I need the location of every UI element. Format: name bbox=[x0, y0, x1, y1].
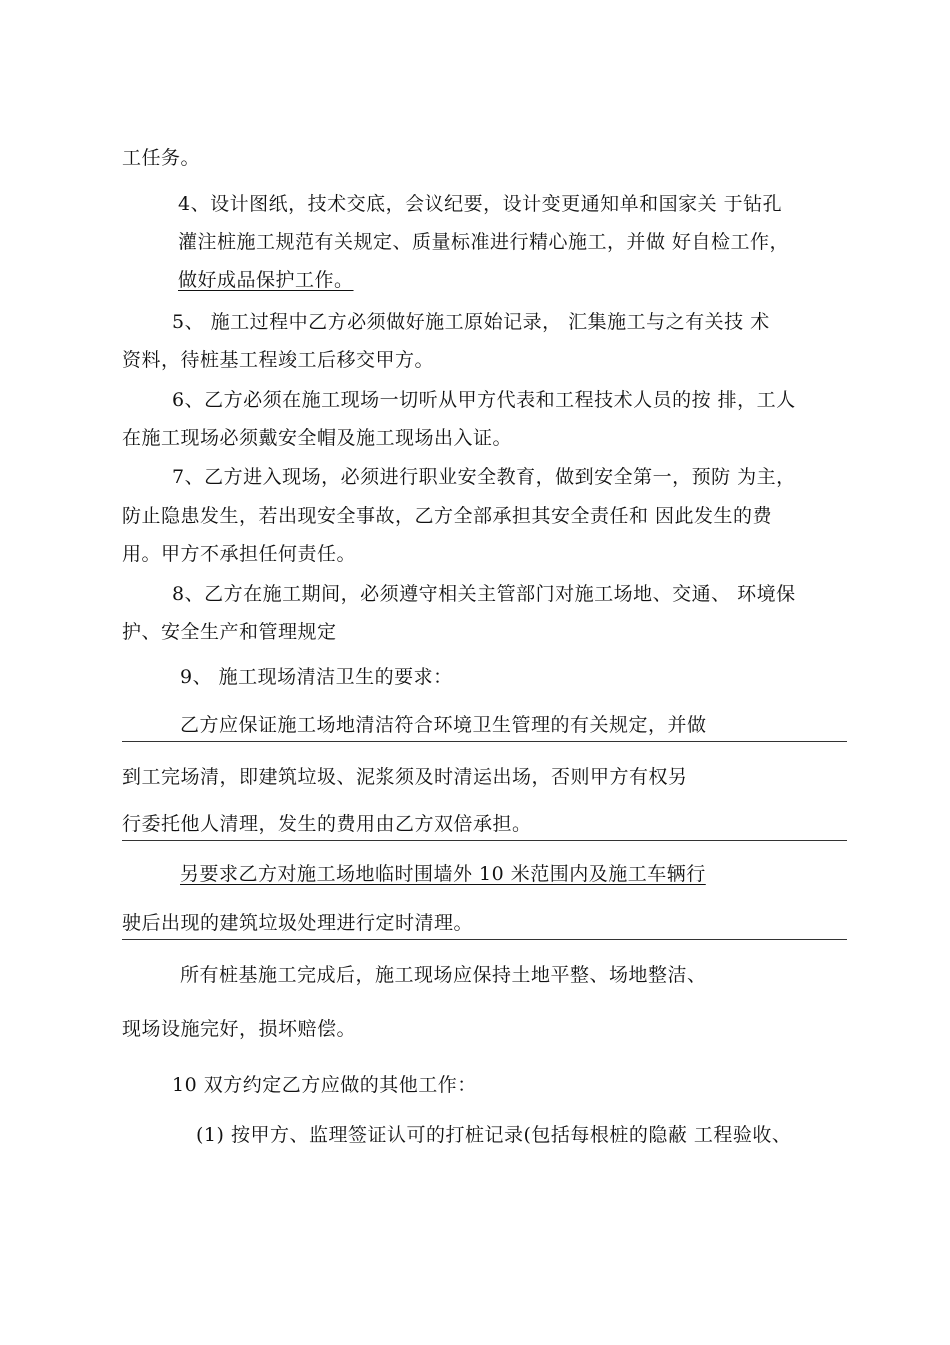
clause-9-para-2-line-2: 驶后出现的建筑垃圾处理进行定时清理。 bbox=[122, 912, 474, 934]
text-line: 工任务。 bbox=[122, 147, 201, 169]
clause-9-para-3-line-1: 所有桩基施工完成后，施工现场应保持土地平整、场地整洁、 bbox=[180, 964, 707, 986]
clause-6-line-1: 6、乙方必须在施工现场一切听从甲方代表和工程技术人员的按 排，工人 bbox=[172, 389, 796, 411]
clause-9-heading: 9、 施工现场清洁卫生的要求： bbox=[180, 666, 453, 688]
clause-5-line-2: 资料，待桩基工程竣工后移交甲方。 bbox=[122, 349, 435, 371]
clause-9-para-1-line-1: 乙方应保证施工场地清洁符合环境卫生管理的有关规定，并做 bbox=[180, 714, 707, 736]
clause-4-line-3: 做好成品保护工作。 bbox=[178, 269, 354, 291]
clause-4-line-2: 灌注桩施工规范有关规定、质量标准进行精心施工，并做 好自检工作， bbox=[178, 231, 790, 253]
clause-7-line-3: 用。甲方不承担任何责任。 bbox=[122, 543, 357, 565]
clause-9-para-2-line-1: 另要求乙方对施工场地临时围墙外 10 米范围内及施工车辆行 bbox=[180, 863, 706, 885]
divider-rule bbox=[122, 939, 847, 940]
clause-6-line-2: 在施工现场必须戴安全帽及施工现场出入证。 bbox=[122, 427, 513, 449]
clause-7-line-1: 7、乙方进入现场，必须进行职业安全教育，做到安全第一，预防 为主， bbox=[172, 466, 796, 488]
clause-8-line-1: 8、乙方在施工期间，必须遵守相关主管部门对施工场地、交通、 环境保 bbox=[172, 583, 796, 605]
clause-4-line-1: 4、设计图纸，技术交底，会议纪要，设计变更通知单和国家关 于钻孔 bbox=[178, 193, 783, 215]
clause-8-line-2: 护、安全生产和管理规定 bbox=[122, 621, 337, 643]
clause-9-para-1-line-3: 行委托他人清理，发生的费用由乙方双倍承担。 bbox=[122, 813, 532, 835]
clause-10-item-1: (1) 按甲方、监理签证认可的打桩记录(包括每根桩的隐蔽 工程验收、 bbox=[196, 1124, 792, 1146]
clause-7-line-2: 防止隐患发生，若出现安全事故，乙方全部承担其安全责任和 因此发生的费 bbox=[122, 505, 773, 527]
divider-rule bbox=[122, 741, 847, 742]
clause-10-heading: 10 双方约定乙方应做的其他工作： bbox=[172, 1074, 477, 1096]
clause-9-para-1-line-2: 到工完场清，即建筑垃圾、泥浆须及时清运出场，否则甲方有权另 bbox=[122, 766, 688, 788]
clause-5-line-1: 5、 施工过程中乙方必须做好施工原始记录， 汇集施工与之有关技 术 bbox=[172, 311, 770, 333]
clause-9-para-3-line-2: 现场设施完好，损坏赔偿。 bbox=[122, 1018, 357, 1040]
divider-rule bbox=[122, 840, 847, 841]
